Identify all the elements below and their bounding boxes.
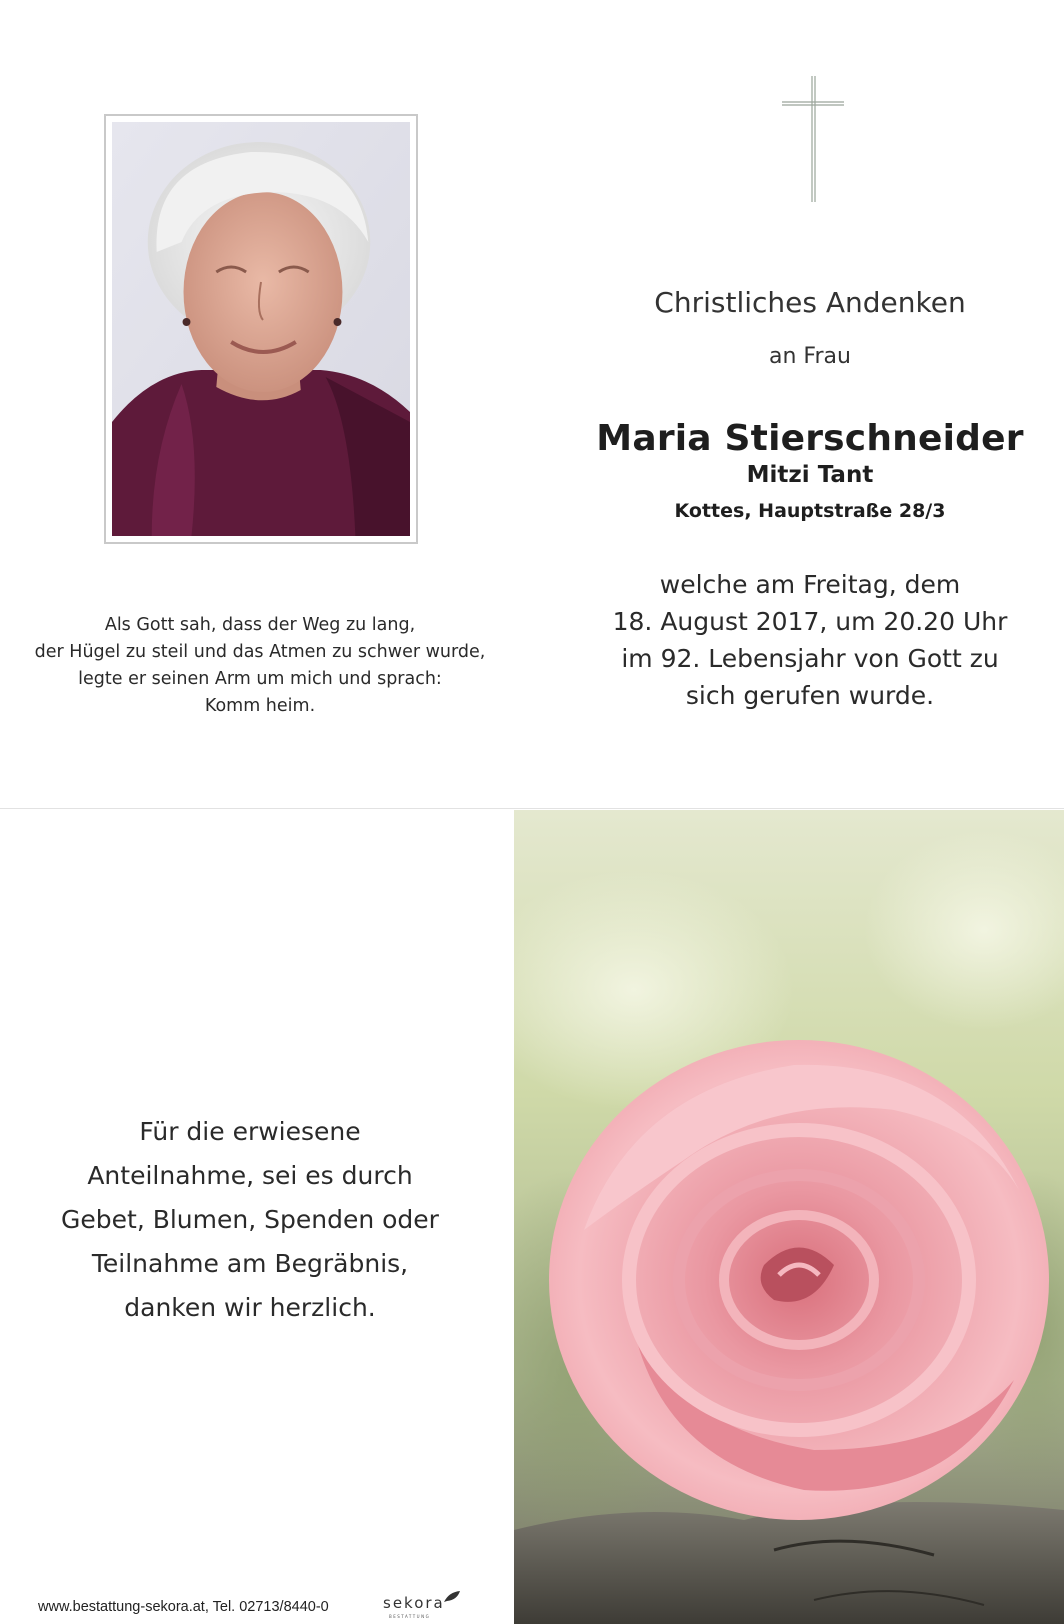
thanks-line: Für die erwiesene (139, 1117, 361, 1146)
thanks-line: Teilnahme am Begräbnis, (91, 1249, 409, 1278)
poem-line: Komm heim. (204, 696, 316, 716)
death-notice-line: im 92. Lebensjahr von Gott zu (621, 644, 999, 673)
thanks-line: danken wir herzlich. (124, 1293, 376, 1322)
deceased-address: Kottes, Hauptstraße 28/3 (674, 500, 946, 522)
footer-contact: www.bestattung-sekora.at, Tel. 02713/8440-0 (38, 1599, 329, 1615)
deceased-nickname: Mitzi Tant (746, 462, 874, 488)
portrait-photo (112, 122, 410, 536)
cross-icon (780, 74, 846, 204)
funeral-home-logo (383, 1592, 463, 1622)
poem-line: legte er seinen Arm um mich und sprach: (78, 669, 442, 689)
death-notice (560, 566, 1060, 714)
poem-line: Als Gott sah, dass der Weg zu lang, (104, 615, 416, 635)
leaf-icon (443, 1590, 461, 1604)
card-heading: Christliches Andenken (654, 286, 966, 319)
logo-subtext: BESTATTUNG (389, 1614, 431, 1619)
death-notice-line: welche am Freitag, dem (659, 570, 961, 599)
fold-divider (0, 808, 1064, 809)
rose-photo-panel (514, 810, 1064, 1624)
poem-line: der Hügel zu steil und das Atmen zu schwer wurde, (34, 642, 486, 662)
death-notice-line: sich gerufen wurde. (685, 681, 935, 710)
thanks-line: Anteilnahme, sei es durch (87, 1161, 413, 1190)
thanks-line: Gebet, Blumen, Spenden oder (61, 1205, 439, 1234)
pink-rose-photo (514, 810, 1064, 1624)
poem (0, 612, 520, 720)
portrait-frame (104, 114, 418, 544)
salutation: an Frau (769, 344, 851, 369)
logo-wordmark: sekora (383, 1594, 445, 1612)
thanks-text (0, 1110, 500, 1330)
death-notice-line: 18. August 2017, um 20.20 Uhr (612, 607, 1008, 636)
deceased-name: Maria Stierschneider (596, 418, 1024, 459)
